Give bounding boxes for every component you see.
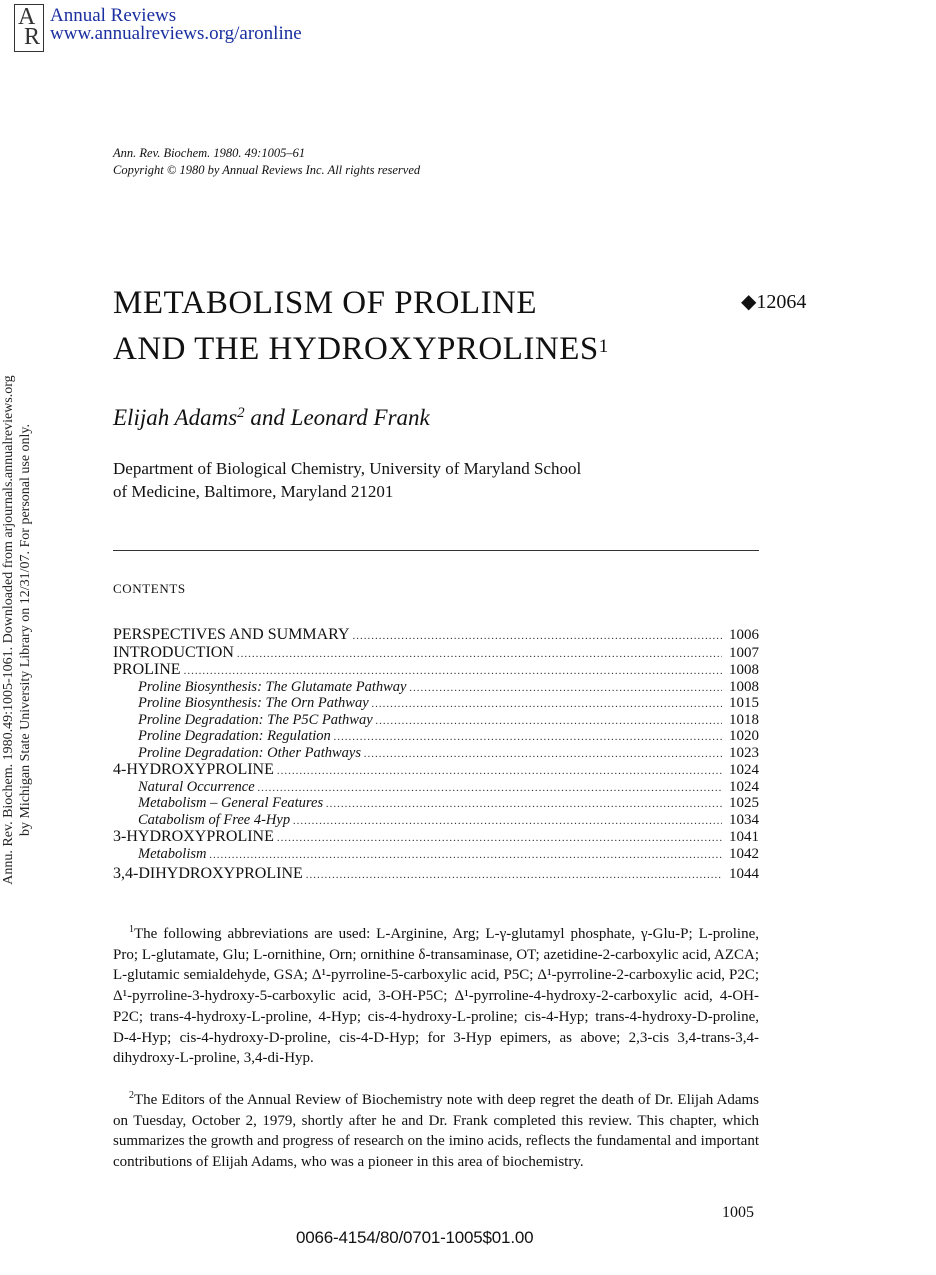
article-code: 0066-4154/80/0701-1005$01.00 — [296, 1228, 534, 1247]
toc-subentry[interactable]: Proline Degradation: Regulation ..... 1020 — [113, 728, 759, 745]
title-line-2: AND THE HYDROXYPROLINES — [113, 331, 599, 367]
author-2: and Leonard Frank — [244, 405, 430, 430]
toc-subentry[interactable]: Proline Degradation: Other Pathways ..... 1023 — [113, 745, 759, 762]
affiliation-line-2: of Medicine, Baltimore, Maryland 21201 — [113, 482, 394, 501]
article-title — [113, 280, 609, 372]
toc-entry[interactable]: PROLINE ..... 1008 — [113, 661, 759, 679]
table-of-contents — [113, 626, 759, 883]
authors — [113, 405, 430, 431]
title-footnote-mark: 1 — [598, 336, 609, 357]
copyright-line: Copyright © 1980 by Annual Reviews Inc. All rights reserved — [113, 163, 421, 177]
toc-subentry[interactable]: Metabolism ..... 1042 — [113, 846, 759, 863]
journal-citation: Ann. Rev. Biochem. 1980. 49:1005–61 — [113, 146, 306, 160]
affiliation-line-1: Department of Biological Chemistry, University of Maryland School — [113, 459, 582, 478]
annual-reviews-logo: A R — [14, 4, 44, 52]
contents-heading: CONTENTS — [113, 581, 186, 596]
toc-entry[interactable]: INTRODUCTION ..... 1007 — [113, 644, 759, 662]
affiliation — [113, 457, 713, 503]
footnote-abbreviations — [113, 920, 759, 1069]
page-number: 1005 — [722, 1204, 754, 1221]
footnote-editors-note — [113, 1086, 759, 1173]
toc-subentry[interactable]: Natural Occurrence ..... 1024 — [113, 779, 759, 796]
toc-subentry[interactable]: Catabolism of Free 4-Hyp ..... 1034 — [113, 812, 759, 829]
download-stamp-line1: Annu. Rev. Biochem. 1980.49:1005-1061. Downloaded from arjournals.annualreviews.org — [1, 375, 16, 885]
aronline-url-link[interactable]: www.annualreviews.org/aronline — [50, 23, 302, 44]
toc-entry[interactable]: 3,4-DIHYDROXYPROLINE ..... 1044 — [113, 865, 759, 883]
download-stamp — [0, 300, 34, 960]
toc-subentry[interactable]: Proline Biosynthesis: The Glutamate Pathway ..... 1008 — [113, 679, 759, 696]
reference-number: ◆12064 — [741, 291, 807, 313]
author-1: Elijah Adams — [113, 405, 238, 430]
publisher-link[interactable]: Annual Reviews — [50, 5, 177, 26]
author-footnote-mark: 2 — [237, 405, 245, 421]
toc-subentry[interactable]: Metabolism – General Features ..... 1025 — [113, 795, 759, 812]
toc-subentry[interactable]: Proline Degradation: The P5C Pathway ..... 1018 — [113, 712, 759, 729]
toc-subentry[interactable]: Proline Biosynthesis: The Orn Pathway ..... 1015 — [113, 695, 759, 712]
toc-entry[interactable]: 3-HYDROXYPROLINE ..... 1041 — [113, 828, 759, 846]
footnote-1-text: The following abbreviations are used: L-Arginine, Arg; L-γ-glutamyl phosphate, γ-Glu-P; L-proline, Pro; L-glutamate, Glu; L-ornithine, Orn; ornithine δ-transaminase, OT; azetidine-2-carboxylic acid, AZCA; L-glutamic semialdehyde, GSA; Δ¹-pyrroline-5-carboxylic acid, P5C; Δ¹-pyrroline-2-carboxylic acid, P2C; Δ¹-pyrroline-3-hydroxy-5-carboxylic acid, 3-OH-P5C; Δ¹-pyrroline-4-hydroxy-2-carboxylic acid, 4-OH-P2C; trans-4-hydroxy-L-proline, 4-Hyp; cis-4-hydroxy-L-proline; cis-4-Hyp; trans-4-hydroxy-D-proline, D-4-Hyp; cis-4-hydroxy-D-proline, cis-4-D-Hyp; for 3-Hyp epimers, as above; 2,3-cis 3,4-trans-3,4-dihydroxy-L-proline, 3,4-di-Hyp. — [113, 926, 759, 1067]
footnote-1-mark: 1 — [129, 924, 134, 935]
footnote-2-mark: 2 — [129, 1090, 134, 1101]
divider-rule — [113, 550, 759, 551]
toc-entry[interactable]: 4-HYDROXYPROLINE ..... 1024 — [113, 761, 759, 779]
title-line-1: METABOLISM OF PROLINE — [113, 285, 538, 321]
download-stamp-line2: by Michigan State University Library on 12/31/07. For personal use only. — [18, 423, 33, 837]
toc-entry[interactable]: PERSPECTIVES AND SUMMARY ..... 1006 — [113, 626, 759, 644]
footnote-2-text: The Editors of the Annual Review of Biochemistry note with deep regret the death of Dr. Elijah Adams on Tuesday, October 2, 1979, shortly after he and Dr. Frank completed this review. This chapter, which summarizes the growth and progress of research on the imino acids, reflects the fundamental and important contributions of Elijah Adams, who was a pioneer in this area of biochemistry. — [113, 1092, 759, 1171]
